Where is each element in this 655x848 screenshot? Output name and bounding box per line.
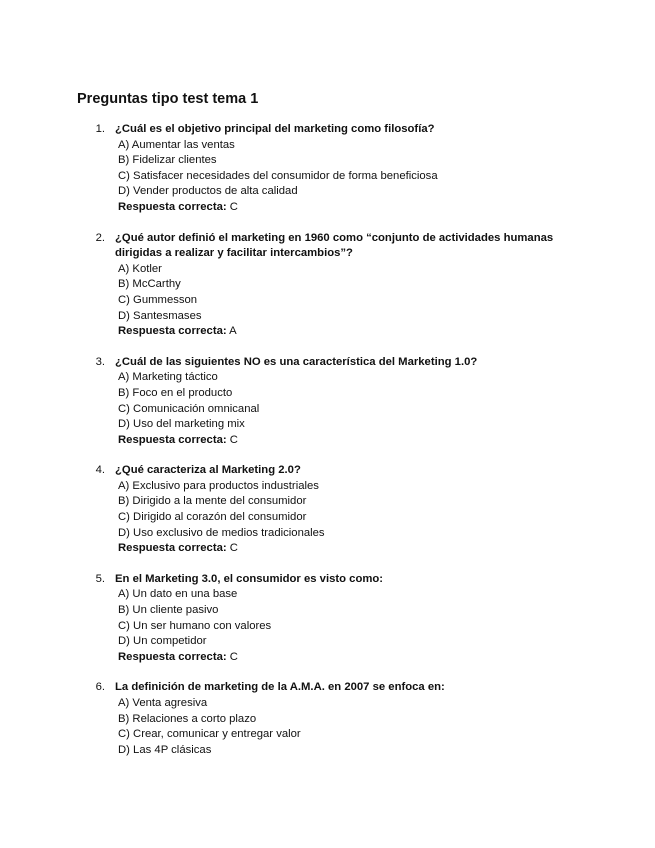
correct-answer-label: Respuesta correcta:	[118, 325, 227, 338]
answer-options	[115, 262, 597, 324]
question-body	[115, 572, 597, 666]
answer-options	[115, 138, 597, 200]
answer-option: A) Venta agresiva	[118, 697, 208, 709]
question-number: 6.	[95, 681, 105, 694]
answer-options	[115, 587, 597, 649]
correct-answer-label: Respuesta correcta:	[118, 542, 227, 555]
answer-option: A) Un dato en una base	[118, 588, 238, 601]
document-title: Preguntas tipo test tema 1	[77, 91, 259, 107]
answer-option: B) Fidelizar clientes	[118, 154, 217, 167]
question-body	[115, 680, 597, 758]
question-item	[77, 231, 597, 340]
correct-answer-label: Respuesta correcta:	[118, 200, 227, 213]
answer-option: C) Crear, comunicar y entregar valor	[118, 728, 301, 741]
question-item	[77, 463, 597, 557]
correct-answer	[115, 200, 597, 216]
correct-answer	[115, 324, 597, 340]
question-text: ¿Cuál de las siguientes NO es una característica del Marketing 1.0?	[115, 355, 478, 368]
question-number: 1.	[95, 123, 105, 135]
answer-option: C) Dirigido al corazón del consumidor	[118, 511, 307, 524]
answer-option: B) Un cliente pasivo	[118, 604, 219, 617]
answer-option: A) Marketing táctico	[118, 371, 218, 384]
question-list	[77, 122, 597, 773]
correct-answer-value: C	[229, 650, 238, 663]
answer-option: D) Las 4P clásicas	[118, 743, 212, 756]
answer-option: A) Kotler	[118, 262, 162, 275]
answer-options	[115, 696, 597, 758]
question-item	[77, 355, 597, 449]
answer-options	[115, 370, 597, 432]
question-number: 2.	[95, 231, 105, 244]
answer-options	[115, 479, 597, 541]
answer-option: C) Un ser humano con valores	[118, 619, 272, 632]
answer-option: D) Un competidor	[118, 635, 207, 648]
question-number: 4.	[95, 464, 105, 477]
question-text: ¿Cuál es el objetivo principal del marketing como filosofía?	[115, 123, 435, 135]
answer-option: D) Uso exclusivo de medios tradicionales	[118, 526, 325, 539]
correct-answer-label: Respuesta correcta:	[118, 433, 227, 446]
question-text: La definición de marketing de la A.M.A. en 2007 se enfoca en:	[115, 681, 445, 694]
answer-option: C) Comunicación omnicanal	[118, 402, 260, 415]
correct-answer-value: C	[229, 433, 238, 446]
question-item	[77, 122, 597, 216]
answer-option: C) Gummesson	[118, 293, 198, 306]
correct-answer-value: C	[229, 542, 238, 555]
question-item	[77, 572, 597, 666]
correct-answer-label: Respuesta correcta:	[118, 650, 227, 663]
answer-option: B) Dirigido a la mente del consumidor	[118, 495, 307, 508]
answer-option: A) Aumentar las ventas	[118, 138, 235, 151]
answer-option: D) Vender productos de alta calidad	[118, 185, 298, 198]
question-text: ¿Qué autor definió el marketing en 1960 como “conjunto de actividades humanas dirigidas a realizar y facilitar intercambios”?	[115, 231, 554, 260]
question-body	[115, 122, 597, 216]
correct-answer	[115, 541, 597, 557]
question-number: 5.	[95, 572, 105, 585]
answer-option: B) McCarthy	[118, 278, 181, 291]
answer-option: C) Satisfacer necesidades del consumidor de forma beneficiosa	[118, 169, 438, 182]
correct-answer-value: A	[229, 325, 237, 338]
correct-answer-value: C	[229, 200, 238, 213]
question-item	[77, 680, 597, 758]
answer-option: D) Uso del marketing mix	[118, 418, 245, 431]
question-text: ¿Qué caracteriza al Marketing 2.0?	[115, 464, 301, 477]
question-body	[115, 231, 597, 340]
question-text: En el Marketing 3.0, el consumidor es visto como:	[115, 572, 384, 585]
answer-option: B) Foco en el producto	[118, 386, 233, 399]
question-number: 3.	[95, 355, 105, 368]
answer-option: A) Exclusivo para productos industriales	[118, 479, 319, 492]
correct-answer	[115, 433, 597, 449]
answer-option: B) Relaciones a corto plazo	[118, 712, 257, 725]
answer-option: D) Santesmases	[118, 309, 202, 322]
question-body	[115, 355, 597, 449]
question-body	[115, 463, 597, 557]
correct-answer	[115, 650, 597, 666]
